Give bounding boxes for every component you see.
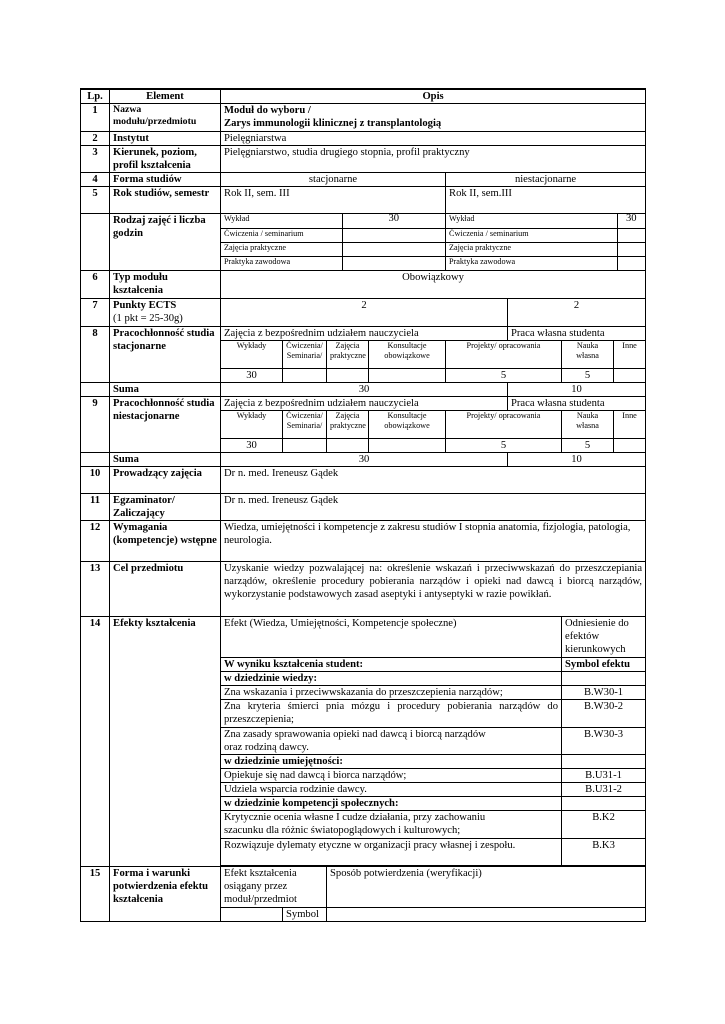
row-label: Forma i warunki potwierdzenia efektu kształcenia	[110, 867, 221, 922]
workload-col: Projekty/ opracowania	[446, 341, 562, 369]
workload-val: 5	[446, 439, 562, 453]
row-nazwa	[81, 104, 646, 132]
row-number: 5	[81, 187, 110, 214]
part-time-hours	[446, 214, 646, 271]
row-instytut	[81, 132, 646, 146]
class-hours	[342, 256, 445, 270]
outcome-symbol: B.K3	[562, 839, 646, 866]
workload-sum-parttime	[81, 453, 646, 467]
class-hours: 30	[617, 214, 645, 228]
row-forma-warunki	[81, 867, 646, 908]
objective-value: Uzyskanie wiedzy pozwalającej na: określenie wskazań i przeciwwskazań do przeszczepiania narządów, określenie procedury pobierania narządów i opieki nad dawcą i biorcą narządów, wykorzystanie podstawowych zasad aseptyki i antyseptyki w razie powikłań.	[221, 562, 646, 617]
row-label: Rok studiów, semestr	[110, 187, 221, 214]
module-syllabus-table	[80, 88, 646, 922]
class-type: Wykład	[446, 214, 617, 228]
skills-section: w dziedzinie umiejętności:	[221, 755, 562, 769]
sum-self-study: 10	[508, 453, 646, 467]
row-number: 3	[81, 146, 110, 173]
symbol-header: Symbol efektu	[562, 658, 646, 672]
workload-col: Zajęcia praktyczne	[327, 341, 369, 369]
contact-hours-header: Zajęcia z bezpośrednim udziałem nauczyciela	[221, 327, 508, 341]
workload-col: Ćwiczenia/ Seminaria/	[283, 411, 327, 439]
row-prowadzacy	[81, 467, 646, 494]
row-label: Typ modułu kształcenia	[110, 271, 221, 299]
lecturer-value: Dr n. med. Ireneusz Gądek	[221, 467, 646, 494]
workload-col: Wykłady	[221, 341, 283, 369]
outcome-text: Opiekuje się nad dawcą i biorca narządów;	[221, 769, 562, 783]
row-label: Efekty kształcenia	[110, 617, 221, 867]
outcome-symbol: B.U31-2	[562, 783, 646, 797]
workload-val	[614, 369, 646, 383]
row-number: 7	[81, 299, 110, 327]
empty-cell	[562, 797, 646, 811]
prerequisites-value: Wiedza, umiejętności i kompetencje z zakresu studiów I stopnia anatomia, fizjologia, patologia, neurologia.	[221, 521, 646, 562]
empty-cell	[327, 908, 646, 922]
part-time-header: niestacjonarne	[446, 173, 646, 187]
part-time-year: Rok II, sem.III	[446, 187, 646, 214]
workload-val: 5	[446, 369, 562, 383]
workload-sum-fulltime	[81, 383, 646, 397]
workload-val	[283, 439, 327, 453]
full-time-hours-table	[221, 214, 445, 270]
row-efekty	[81, 617, 646, 658]
workload-col: Konsultacje obowiązkowe	[369, 341, 446, 369]
row-workload-parttime	[81, 397, 646, 411]
outcome-symbol: B.W30-2	[562, 700, 646, 728]
sum-contact: 30	[221, 453, 508, 467]
row-rok	[81, 187, 646, 214]
full-time-year: Rok II, sem. III	[221, 187, 446, 214]
workload-val	[614, 439, 646, 453]
sum-self-study: 10	[508, 383, 646, 397]
class-hours	[617, 256, 645, 270]
outcome-symbol: B.K2	[562, 811, 646, 839]
sum-label: Suma	[110, 453, 221, 467]
field-of-study-value: Pielęgniarstwo, studia drugiego stopnia, profil praktyczny	[221, 146, 646, 173]
full-time-header: stacjonarne	[221, 173, 446, 187]
ects-part-time: 2	[508, 299, 646, 327]
row-number: 8	[81, 327, 110, 383]
row-number: 14	[81, 617, 110, 867]
outcome-text: Zna zasady sprawowania opieki nad dawcą i biorcą narządów oraz rodziną dawcy.	[221, 728, 562, 755]
row-egzaminator	[81, 494, 646, 521]
header-row	[81, 89, 646, 104]
verification-effect-header: Efekt kształcenia osiągany przez moduł/przedmiot	[221, 867, 327, 908]
row-kierunek	[81, 146, 646, 173]
workload-val	[283, 369, 327, 383]
row-number: 11	[81, 494, 110, 521]
empty-cell	[562, 755, 646, 769]
self-study-header: Praca własna studenta	[508, 397, 646, 411]
row-number: 1	[81, 104, 110, 132]
row-label	[110, 299, 221, 327]
sum-contact: 30	[221, 383, 508, 397]
class-hours	[342, 228, 445, 242]
row-rodzaj	[81, 214, 646, 271]
header-lp: Lp.	[81, 89, 110, 104]
module-name-line1: Moduł do wyboru /	[224, 105, 311, 116]
row-number: 12	[81, 521, 110, 562]
examiner-value: Dr n. med. Ireneusz Gądek	[221, 494, 646, 521]
competences-section: w dziedzinie kompetencji społecznych:	[221, 797, 562, 811]
row-number: 2	[81, 132, 110, 146]
workload-col: Nauka własna	[562, 411, 614, 439]
row-number: 15	[81, 867, 110, 922]
class-type: Zajęcia praktyczne	[446, 242, 617, 256]
row-label: Nazwa modułu/przedmiotu	[110, 104, 221, 132]
workload-col: Zajęcia praktyczne	[327, 411, 369, 439]
reference-header: Odniesienie do efektów kierunkowych	[562, 617, 646, 658]
self-study-header: Praca własna studenta	[508, 327, 646, 341]
row-label: Egzaminator/ Zaliczający	[110, 494, 221, 521]
outcomes-intro: W wyniku kształcenia student:	[221, 658, 562, 672]
knowledge-section: w dziedzinie wiedzy:	[221, 672, 562, 686]
contact-hours-header: Zajęcia z bezpośrednim udziałem nauczyciela	[221, 397, 508, 411]
verification-symbol-label: Symbol	[283, 908, 327, 922]
empty-cell	[562, 672, 646, 686]
row-number: 10	[81, 467, 110, 494]
ects-full-time: 2	[221, 299, 508, 327]
empty-number-cell	[81, 214, 110, 271]
class-hours	[617, 228, 645, 242]
row-wymagania	[81, 521, 646, 562]
empty-number-cell	[81, 383, 110, 397]
row-label: Kierunek, poziom, profil kształcenia	[110, 146, 221, 173]
verification-method-header: Sposób potwierdzenia (weryfikacji)	[327, 867, 646, 908]
ects-label: Punkty ECTS	[113, 300, 177, 311]
module-type-value: Obowiązkowy	[221, 271, 646, 299]
class-hours	[342, 242, 445, 256]
module-name-line2: Zarys immunologii klinicznej z transplantologią	[224, 118, 442, 129]
outcome-text: Rozwiązuje dylematy etyczne w organizacji pracy własnej i zespołu.	[221, 839, 562, 866]
workload-col: Inne	[614, 411, 646, 439]
workload-col: Nauka własna	[562, 341, 614, 369]
workload-col: Wykłady	[221, 411, 283, 439]
workload-val: 5	[562, 439, 614, 453]
row-number: 13	[81, 562, 110, 617]
class-hours: 30	[342, 214, 445, 228]
row-typ	[81, 271, 646, 299]
row-label: Pracochłonność studia stacjonarne	[110, 327, 221, 383]
class-type: Praktyka zawodowa	[221, 256, 342, 270]
row-label: Instytut	[110, 132, 221, 146]
row-label: Forma studiów	[110, 173, 221, 187]
row-cel	[81, 562, 646, 617]
workload-col: Projekty/ opracowania	[446, 411, 562, 439]
workload-val: 30	[221, 439, 283, 453]
class-type: Ćwiczenia / seminarium	[221, 228, 342, 242]
row-number: 6	[81, 271, 110, 299]
row-forma	[81, 173, 646, 187]
workload-val	[327, 369, 369, 383]
ects-sublabel: (1 pkt = 25-30g)	[113, 313, 183, 324]
outcome-text: Krytycznie ocenia własne I cudze działania, przy zachowaniu szacunku dla różnic światopoglądowych i kulturowych;	[221, 811, 562, 839]
row-label: Prowadzący zajęcia	[110, 467, 221, 494]
row-label: Cel przedmiotu	[110, 562, 221, 617]
empty-number-cell	[81, 453, 110, 467]
module-name	[221, 104, 646, 132]
row-number: 4	[81, 173, 110, 187]
outcome-symbol: B.U31-1	[562, 769, 646, 783]
class-type: Zajęcia praktyczne	[221, 242, 342, 256]
class-type: Ćwiczenia / seminarium	[446, 228, 617, 242]
class-hours	[617, 242, 645, 256]
workload-val: 30	[221, 369, 283, 383]
row-label: Pracochłonność studia niestacjonarne	[110, 397, 221, 453]
empty-cell	[221, 908, 283, 922]
full-time-hours	[221, 214, 446, 271]
workload-val: 5	[562, 369, 614, 383]
outcome-symbol: B.W30-1	[562, 686, 646, 700]
row-label: Rodzaj zajęć i liczba godzin	[110, 214, 221, 271]
sum-label: Suma	[110, 383, 221, 397]
workload-val	[369, 439, 446, 453]
class-type: Praktyka zawodowa	[446, 256, 617, 270]
row-workload-fulltime	[81, 327, 646, 341]
outcome-text: Zna wskazania i przeciwwskazania do przeszczepienia narządów;	[221, 686, 562, 700]
outcome-text: Zna kryteria śmierci pnia mózgu i procedury pobierania narządów do przeszczepienia;	[221, 700, 562, 728]
class-type: Wykład	[221, 214, 342, 228]
header-element: Element	[110, 89, 221, 104]
institute-value: Pielęgniarstwa	[221, 132, 646, 146]
header-opis: Opis	[221, 89, 646, 104]
row-ects	[81, 299, 646, 327]
workload-val	[369, 369, 446, 383]
row-label: Wymagania (kompetencje) wstępne	[110, 521, 221, 562]
workload-col: Konsultacje obowiązkowe	[369, 411, 446, 439]
workload-val	[327, 439, 369, 453]
outcome-symbol: B.W30-3	[562, 728, 646, 755]
outcomes-header: Efekt (Wiedza, Umiejętności, Kompetencje społeczne)	[221, 617, 562, 658]
row-number: 9	[81, 397, 110, 453]
outcome-text: Udziela wsparcia rodzinie dawcy.	[221, 783, 562, 797]
part-time-hours-table	[446, 214, 645, 270]
workload-col: Inne	[614, 341, 646, 369]
workload-col: Ćwiczenia/ Seminaria/	[283, 341, 327, 369]
